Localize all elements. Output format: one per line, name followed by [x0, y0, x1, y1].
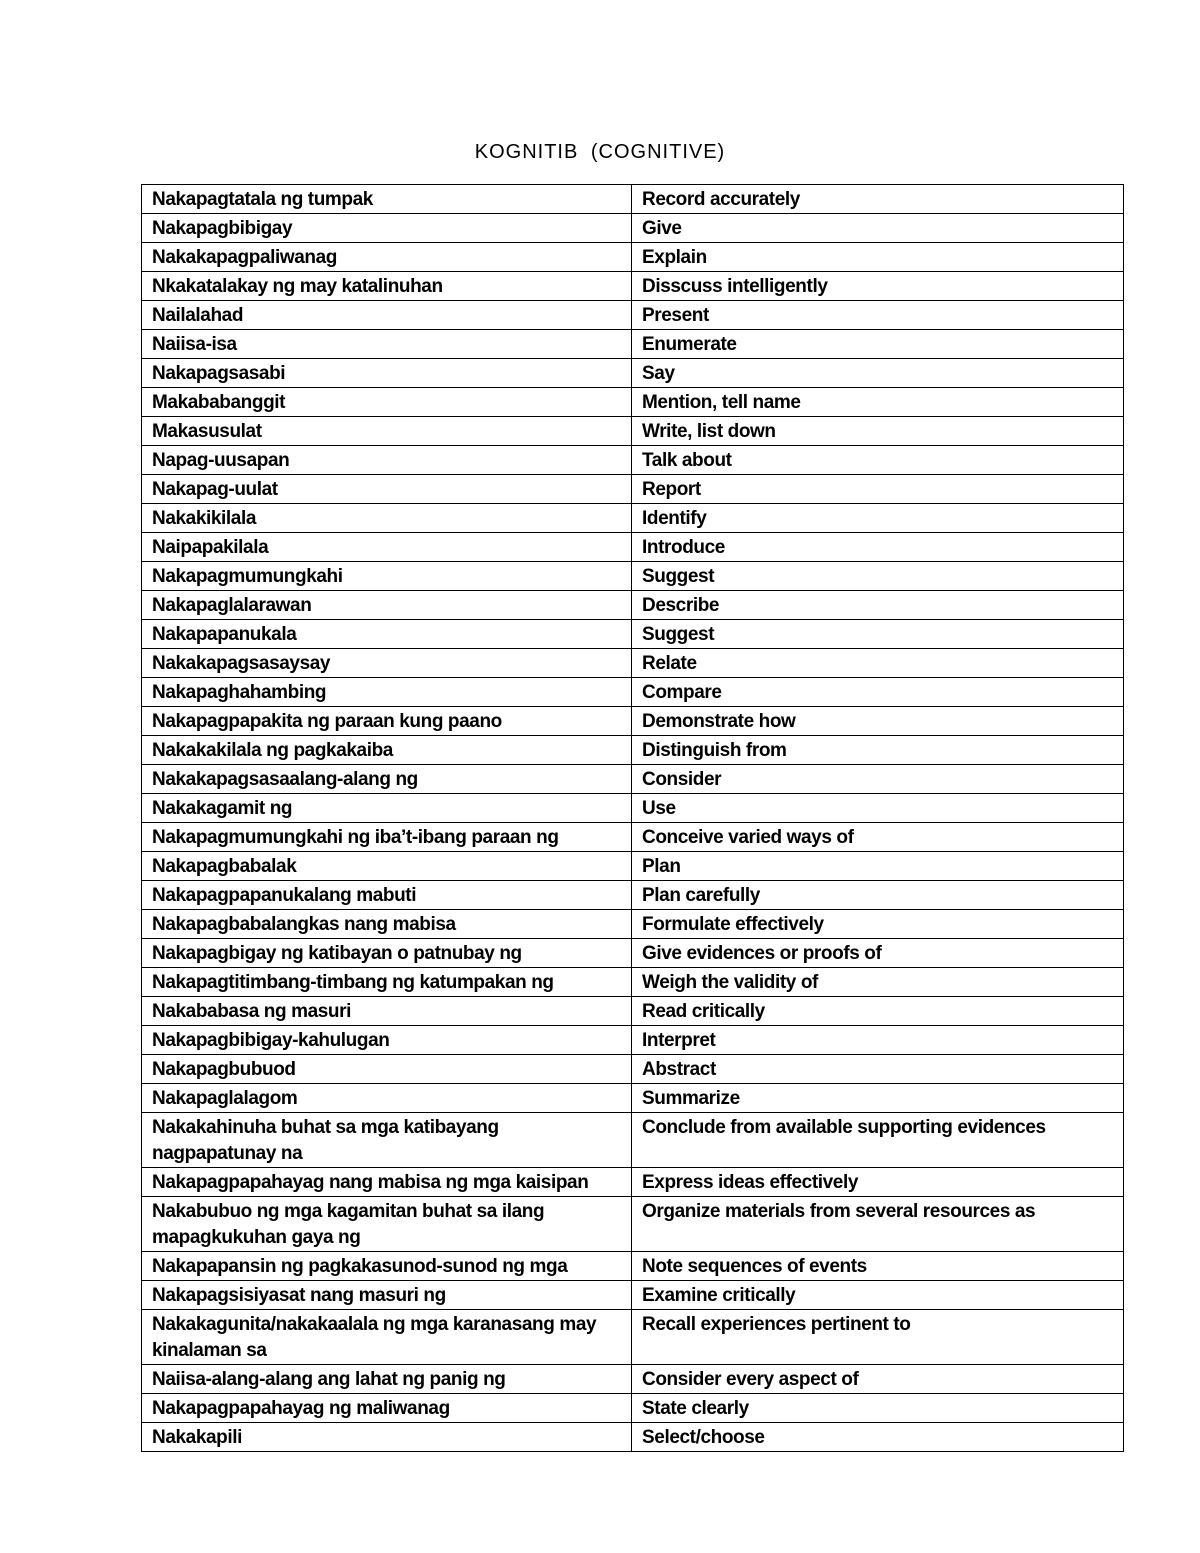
filipino-term-cell: Nakapagbabalangkas nang mabisa: [142, 910, 632, 939]
filipino-term-cell: Nakapagpapahayag ng maliwanag: [142, 1394, 632, 1423]
table-row: [142, 910, 1124, 939]
table-row: [142, 765, 1124, 794]
filipino-term-cell: Nakapaglalarawan: [142, 591, 632, 620]
table-row: [142, 272, 1124, 301]
table-row: [142, 185, 1124, 214]
english-term-cell: Summarize: [632, 1084, 1124, 1113]
english-term-cell: Give: [632, 214, 1124, 243]
filipino-term-cell: Nakapagtatala ng tumpak: [142, 185, 632, 214]
filipino-term-cell: Nakapagbubuod: [142, 1055, 632, 1084]
filipino-term-cell: Nakapagmumungkahi ng iba’t-ibang paraan ng: [142, 823, 632, 852]
english-term-cell: Enumerate: [632, 330, 1124, 359]
table-row: [142, 997, 1124, 1026]
filipino-term-cell: Naiisa-alang-alang ang lahat ng panig ng: [142, 1365, 632, 1394]
table-row: [142, 1113, 1124, 1168]
english-term-cell: Relate: [632, 649, 1124, 678]
filipino-term-cell: Nkakatalakay ng may katalinuhan: [142, 272, 632, 301]
english-term-cell: Write, list down: [632, 417, 1124, 446]
filipino-term-cell: Nakakagunita/nakakaalala ng mga karanasang may kinalaman sa: [142, 1310, 632, 1365]
table-row: [142, 417, 1124, 446]
english-term-cell: Weigh the validity of: [632, 968, 1124, 997]
table-row: [142, 330, 1124, 359]
filipino-term-cell: Nakapagpapanukalang mabuti: [142, 881, 632, 910]
english-term-cell: Distinguish from: [632, 736, 1124, 765]
table-row: [142, 1084, 1124, 1113]
table-row: [142, 707, 1124, 736]
filipino-term-cell: Nakapapansin ng pagkakasunod-sunod ng mga: [142, 1252, 632, 1281]
filipino-term-cell: Nakapagtitimbang-timbang ng katumpakan ng: [142, 968, 632, 997]
table-row: [142, 214, 1124, 243]
table-row: [142, 1026, 1124, 1055]
filipino-term-cell: Nakakapagpaliwanag: [142, 243, 632, 272]
filipino-term-cell: Nakapagbabalak: [142, 852, 632, 881]
table-row: [142, 678, 1124, 707]
table-row: [142, 591, 1124, 620]
english-term-cell: Report: [632, 475, 1124, 504]
english-term-cell: Formulate effectively: [632, 910, 1124, 939]
filipino-term-cell: Nakabubuo ng mga kagamitan buhat sa ilang mapagkukuhan gaya ng: [142, 1197, 632, 1252]
filipino-term-cell: Nakababasa ng masuri: [142, 997, 632, 1026]
table-row: [142, 562, 1124, 591]
table-row: [142, 301, 1124, 330]
table-row: [142, 388, 1124, 417]
filipino-term-cell: Nakakapagsasaysay: [142, 649, 632, 678]
english-term-cell: Plan carefully: [632, 881, 1124, 910]
table-row: [142, 1310, 1124, 1365]
table-row: [142, 446, 1124, 475]
page-title: KOGNITIB (COGNITIVE): [474, 141, 726, 163]
english-term-cell: Abstract: [632, 1055, 1124, 1084]
english-term-cell: Introduce: [632, 533, 1124, 562]
filipino-term-cell: Nakakapagsasaalang-alang ng: [142, 765, 632, 794]
english-term-cell: Examine critically: [632, 1281, 1124, 1310]
table-row: [142, 1365, 1124, 1394]
english-term-cell: Suggest: [632, 562, 1124, 591]
filipino-term-cell: Nakakapili: [142, 1423, 632, 1452]
english-term-cell: Compare: [632, 678, 1124, 707]
filipino-term-cell: Nakapagbibigay: [142, 214, 632, 243]
english-term-cell: Conceive varied ways of: [632, 823, 1124, 852]
filipino-term-cell: Makababanggit: [142, 388, 632, 417]
table-row: [142, 1281, 1124, 1310]
english-term-cell: Disscuss intelligently: [632, 272, 1124, 301]
filipino-term-cell: Napag-uusapan: [142, 446, 632, 475]
filipino-term-cell: Naiisa-isa: [142, 330, 632, 359]
filipino-term-cell: Nakapagsasabi: [142, 359, 632, 388]
filipino-term-cell: Nakakakilala ng pagkakaiba: [142, 736, 632, 765]
filipino-term-cell: Nakapagpapakita ng paraan kung paano: [142, 707, 632, 736]
vocabulary-table-body: [142, 185, 1124, 1452]
table-row: [142, 1394, 1124, 1423]
english-term-cell: Note sequences of events: [632, 1252, 1124, 1281]
table-row: [142, 968, 1124, 997]
english-term-cell: Select/choose: [632, 1423, 1124, 1452]
table-row: [142, 504, 1124, 533]
filipino-term-cell: Nakakahinuha buhat sa mga katibayang nagpapatunay na: [142, 1113, 632, 1168]
filipino-term-cell: Makasusulat: [142, 417, 632, 446]
table-row: [142, 1197, 1124, 1252]
english-term-cell: Mention, tell name: [632, 388, 1124, 417]
english-term-cell: Consider: [632, 765, 1124, 794]
table-row: [142, 243, 1124, 272]
table-row: [142, 823, 1124, 852]
english-term-cell: Talk about: [632, 446, 1124, 475]
table-row: [142, 794, 1124, 823]
english-term-cell: Identify: [632, 504, 1124, 533]
english-term-cell: State clearly: [632, 1394, 1124, 1423]
filipino-term-cell: Nakapagpapahayag nang mabisa ng mga kaisipan: [142, 1168, 632, 1197]
english-term-cell: Organize materials from several resources as: [632, 1197, 1124, 1252]
filipino-term-cell: Nakapagsisiyasat nang masuri ng: [142, 1281, 632, 1310]
filipino-term-cell: Nakakikilala: [142, 504, 632, 533]
filipino-term-cell: Nakapag-uulat: [142, 475, 632, 504]
table-row: [142, 736, 1124, 765]
table-row: [142, 1423, 1124, 1452]
filipino-term-cell: Nailalahad: [142, 301, 632, 330]
english-term-cell: Suggest: [632, 620, 1124, 649]
filipino-term-cell: Nakapagbigay ng katibayan o patnubay ng: [142, 939, 632, 968]
english-term-cell: Record accurately: [632, 185, 1124, 214]
english-term-cell: Express ideas effectively: [632, 1168, 1124, 1197]
english-term-cell: Say: [632, 359, 1124, 388]
table-row: [142, 620, 1124, 649]
table-row: [142, 1168, 1124, 1197]
filipino-term-cell: Nakapaglalagom: [142, 1084, 632, 1113]
english-term-cell: Use: [632, 794, 1124, 823]
table-row: [142, 1252, 1124, 1281]
table-row: [142, 1055, 1124, 1084]
table-row: [142, 881, 1124, 910]
english-term-cell: Recall experiences pertinent to: [632, 1310, 1124, 1365]
table-row: [142, 852, 1124, 881]
english-term-cell: Give evidences or proofs of: [632, 939, 1124, 968]
table-row: [142, 475, 1124, 504]
english-term-cell: Demonstrate how: [632, 707, 1124, 736]
filipino-term-cell: Naipapakilala: [142, 533, 632, 562]
english-term-cell: Interpret: [632, 1026, 1124, 1055]
english-term-cell: Conclude from available supporting evidences: [632, 1113, 1124, 1168]
filipino-term-cell: Nakakagamit ng: [142, 794, 632, 823]
filipino-term-cell: Nakapaghahambing: [142, 678, 632, 707]
filipino-term-cell: Nakapapanukala: [142, 620, 632, 649]
english-term-cell: Describe: [632, 591, 1124, 620]
english-term-cell: Present: [632, 301, 1124, 330]
table-row: [142, 649, 1124, 678]
filipino-term-cell: Nakapagmumungkahi: [142, 562, 632, 591]
english-term-cell: Read critically: [632, 997, 1124, 1026]
english-term-cell: Explain: [632, 243, 1124, 272]
english-term-cell: Consider every aspect of: [632, 1365, 1124, 1394]
table-row: [142, 939, 1124, 968]
table-row: [142, 359, 1124, 388]
table-row: [142, 533, 1124, 562]
english-term-cell: Plan: [632, 852, 1124, 881]
filipino-term-cell: Nakapagbibigay-kahulugan: [142, 1026, 632, 1055]
vocabulary-table: [141, 184, 1124, 1452]
